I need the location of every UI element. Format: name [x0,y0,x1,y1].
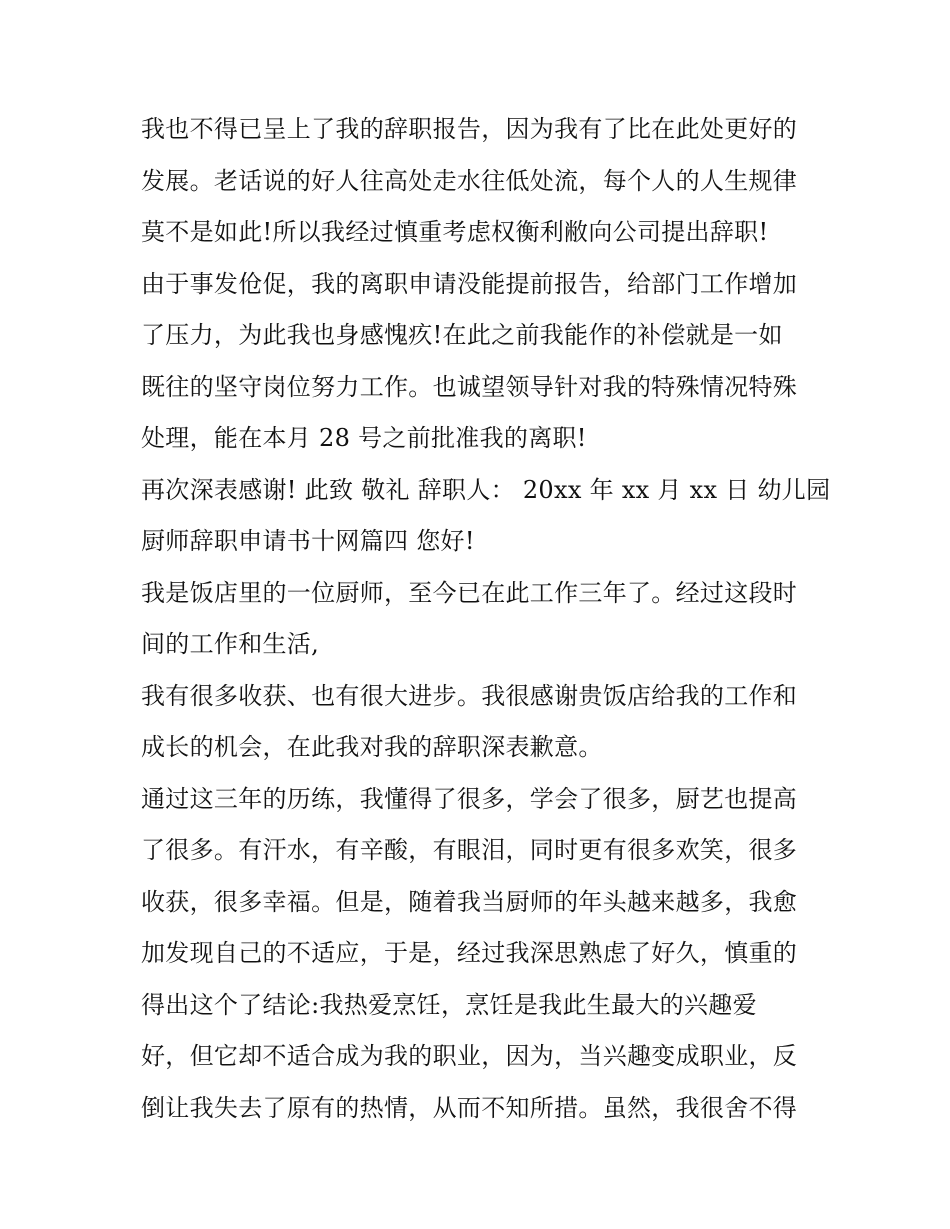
text-line-8: 再次深表感谢! 此致 敬礼 辞职人： 20xx 年 xx 月 xx 日 幼儿园 [141,475,831,504]
text-line-17: 加发现自己的不适应，于是，经过我深思熟虑了好久，慎重的 [141,939,798,967]
text-line-10: 我是饭店里的一位厨师，至今已在此工作三年了。经过这段时 [141,578,798,607]
text-line-3: 莫不是如此!所以我经过慎重考虑权衡利敝向公司提出辞职! [141,218,769,246]
text-line-6: 既往的坚守岗位努力工作。也诚望领导针对我的特殊情况特殊 [141,372,798,401]
text-line-4: 由于事发伧促，我的离职申请没能提前报告，给部门工作增加 [141,269,798,298]
text-line-13: 成长的机会，在此我对我的辞职深表歉意。 [141,733,603,761]
text-line-18: 得出这个了结论:我热爱烹饪，烹饪是我此生最大的兴趣爱 [141,990,757,1019]
text-line-7: 处理，能在本月 28 号之前批准我的离职! [141,424,587,452]
text-line-14: 通过这三年的历练，我懂得了很多，学会了很多，厨艺也提高 [141,784,798,813]
text-line-19: 好，但它却不适合成为我的职业，因为，当兴趣变成职业，反 [141,1042,798,1070]
text-line-20: 倒让我失去了原有的热情，从而不知所措。虽然，我很舍不得 [141,1093,798,1122]
text-line-5: 了压力，为此我也身感愧疚!在此之前我能作的补偿就是一如 [141,321,783,349]
text-line-11: 间的工作和生活, [141,630,320,658]
text-line-2: 发展。老话说的好人往高处走水往低处流，每个人的人生规律 [141,166,798,195]
text-line-16: 收获，很多幸福。但是，随着我当厨师的年头越来越多，我愈 [141,887,798,916]
text-line-9: 厨师辞职申请书十网篇四 您好! [141,527,475,555]
text-line-15: 了很多。有汗水，有辛酸，有眼泪，同时更有很多欢笑，很多 [141,836,798,864]
text-line-1: 我也不得已呈上了我的辞职报告，因为我有了比在此处更好的 [141,115,798,143]
text-line-12: 我有很多收获、也有很大进步。我很感谢贵饭店给我的工作和 [141,681,798,710]
document-body [141,104,831,1134]
